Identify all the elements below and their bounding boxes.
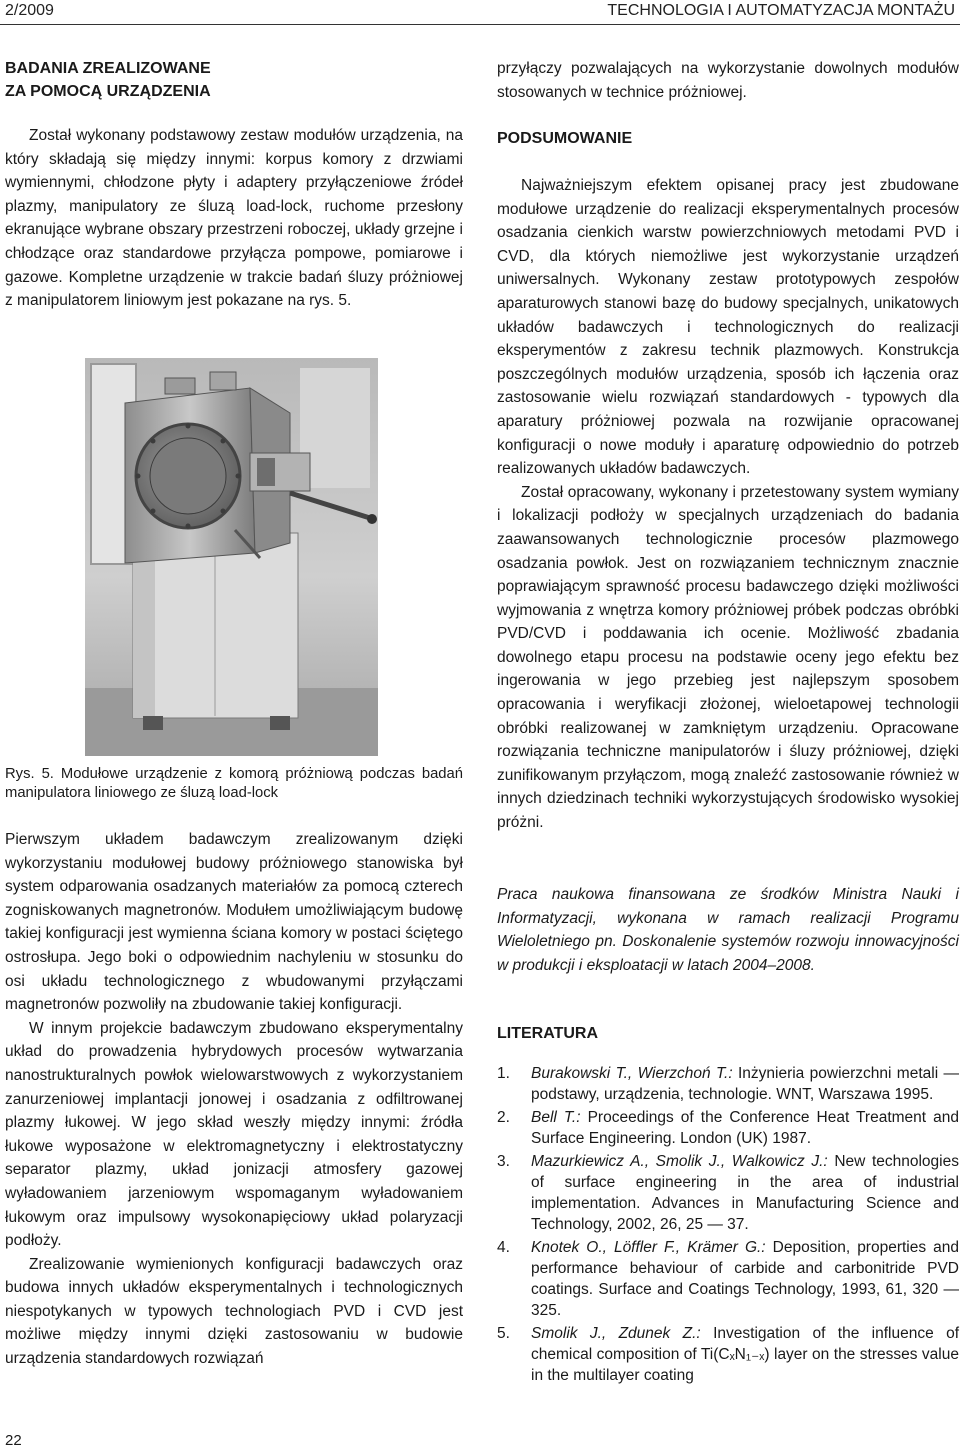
summary-section: [497, 127, 959, 150]
references-block: [497, 1063, 959, 1388]
left-body-block: [5, 828, 463, 1371]
right-paragraph-0: przyłączy pozwalających na wykorzystanie dowolnych modułów stosowanych w technice próżniowej.: [497, 60, 959, 101]
funding-note: Praca naukowa finansowana ze środków Ministra Nauki i Informatyzacji, wykonana w ramach realizacji Programu Wieloletniego pn. Doskonalenie systemów rozwoju innowacyjności w produkcji i eksploatacji w latach 2004–2008.: [497, 886, 959, 974]
funding-block: [497, 883, 959, 977]
summary-paragraph-1: Najważniejszym efektem opisanej pracy jest zbudowane modułowe urządzenie do realizacji eksperymentalnych procesów osadzania cienkich warstw powierzchniowych metodami PVD i CVD, dla których niemożliwe jest wykorzystanie urządzeń uniwersalnych. Wykonany zestaw prototypowych zespołów aparaturowych stanowi bazę do budowy specjalnych, unikatowych układów badawczych i technologicznych do realizacji eksperymentów z zakresu technik plazmowych. Konstrukcja poszczególnych modułów urządzenia, sposób ich łączenia oraz zastosowanie wielu rozwiązań standardowych - typowych dla aparatury próżniowej pozwala na rozwijanie opracowanej konfiguracji o nowe moduły i aparaturę odpowiednio do potrzeb realizowanych układów badawczych.: [497, 177, 959, 478]
left-paragraph-2: Pierwszym układem badawczym zrealizowanym dzięki wykorzystaniu modułowej budowy próżniowego stanowiska był system odparowania osadzanych materiałów za pomocą czterech zogniskowanych magnetronów. Modułem umożliwiającym budowę takiej konfiguracji jest wymienna ściana komory w postaci ściętego ostrosłupa. Jego boki o odpowiednim nachyleniu w stosunku do osi układu technologicznego z wbudowanymi przyłączami magnetronów pozwoliły na zbudowanie takiej konfiguracji.: [5, 831, 463, 1014]
literature-heading: LITERATURA: [497, 1025, 599, 1042]
reference-item: 4. Knotek O., Löffler F., Krämer G.: Deposition, properties and performance behaviour of carbide and carbonitride PVD coatings. Surface and Coatings Technology, 1993, 61, 320 — 325.: [497, 1239, 959, 1319]
right-top-block: [497, 57, 959, 104]
heading-line-2: ZA POMOCĄ URZĄDZENIA: [5, 83, 211, 100]
summary-paragraph-2: Został opracowany, wykonany i przetestowany system wymiany i lokalizacji podłoży w specjalnych urządzeniach do badania zaawansowanych technologicznie procesów plazmowego osadzania powłok. Jest on rozwiązaniem technicznym znacznie poprawiającym sprawność procesu badawczego dzięki możliwości wyjmowania z wnętrza komory próżniowej próbek podczas obróbki PVD/CVD i poddawania ich ocenie. Możliwość zbadania dowolnego etapu procesu na podstawie oceny jego efektu bez ingerowania w jego przebieg jest najlepszym sposobem opracowania i weryfikacji złożonej, wieloetapowej technologii obróbki realizowanej w zamkniętym urządzeniu. Opracowane rozwiązania techniczne manipulatorów i śluzy próżniowej, dzięki zunifikowanym przyłączom, mogą znaleźć zastosowanie również w innych dziedzinach techniki wykorzystujących środowisko wysokiej próżni.: [497, 483, 959, 832]
vacuum-chamber-photo: [85, 358, 378, 756]
left-paragraph-3: W innym projekcie badawczym zbudowano eksperymentalny układ do prowadzenia hybrydowych procesów wytwarzania nanostrukturalnych powłok wielowarstwowych z wykorzystaniem zanurzeniowej implantacji jonowej i osadzania z odfiltrowanej plazmy łukowej. W jego skład weszły między innymi: źródła łukowe wyposażone w elektromagnetyczny i elektrostatyczny separator plazmy, układ jonizacji atmosfery gazowej wyładowaniem jarzeniowym wspomaganym wyładowaniem łukowym oraz impulsowy wysokonapięciowy układ polaryzacji podłoży.: [5, 1019, 463, 1250]
left-paragraph-1: Został wykonany podstawowy zestaw modułów urządzenia, na który składają się między innymi: korpus komory z drzwiami wymiennymi, chłodzone płyty i adaptery przyłączeniowe źródeł plazmy, manipulatory ze śluzą load-lock, ruchome przesłony ekranujące wybrane obszary przestrzeni roboczej, układy grzejne i chłodzące oraz standardowe przyłącza pompowe, pomiarowe i gazowe. Kompletne urządzenie w trakcie badań śluzy próżniowej z manipulatorem liniowym jest pokazane na rys. 5.: [5, 127, 463, 310]
left-paragraph-1-block: [5, 124, 463, 313]
reference-item: 3. Mazurkiewicz A., Smolik J., Walkowicz J.: New technologies of surface engineering in the area of industrial implementation. Advances in Manufacturing Science and Technology, 2002, 26, 25 — 37.: [497, 1153, 959, 1233]
issue-number: 2/2009: [5, 2, 54, 19]
left-paragraph-4: Zrealizowanie wymienionych konfiguracji badawczych oraz budowa innych układów eksperymentalnych i technologicznych niespotykanych w typowych technologiach PVD i CVD jest możliwe między innymi dzięki zastosowaniu w budowie urządzenia standardowych rozwiązań: [5, 1255, 463, 1368]
header-rule: [0, 24, 960, 25]
figure-caption: Rys. 5. Modułowe urządzenie z komorą próżniową podczas badań manipulatora liniowego ze śluzą load-lock: [5, 766, 463, 801]
summary-body: [497, 174, 959, 835]
reference-item: 2. Bell T.: Proceedings of the Conference Heat Treatment and Surface Engineering. London (UK) 1987.: [497, 1109, 959, 1147]
reference-list: [497, 1063, 959, 1386]
reference-item: 5. Smolik J., Zdunek Z.: Investigation of the influence of chemical composition of Ti(CₓN₁₋ₓ) layer on the stresses value in the multilayer coating: [497, 1325, 959, 1384]
section-heading: [5, 57, 463, 103]
reference-item: 1. Burakowski T., Wierzchoń T.: Inżynieria powierzchni metali — podstawy, urządzenia, technologie. WNT, Warszawa 1995.: [497, 1065, 959, 1103]
literature-heading-block: [497, 1022, 959, 1045]
page-number: 22: [5, 1432, 22, 1449]
journal-title: TECHNOLOGIA I AUTOMATYZACJA MONTAŻU: [607, 2, 955, 19]
summary-heading: PODSUMOWANIE: [497, 130, 633, 147]
heading-line-1: BADANIA ZREALIZOWANE: [5, 60, 211, 77]
